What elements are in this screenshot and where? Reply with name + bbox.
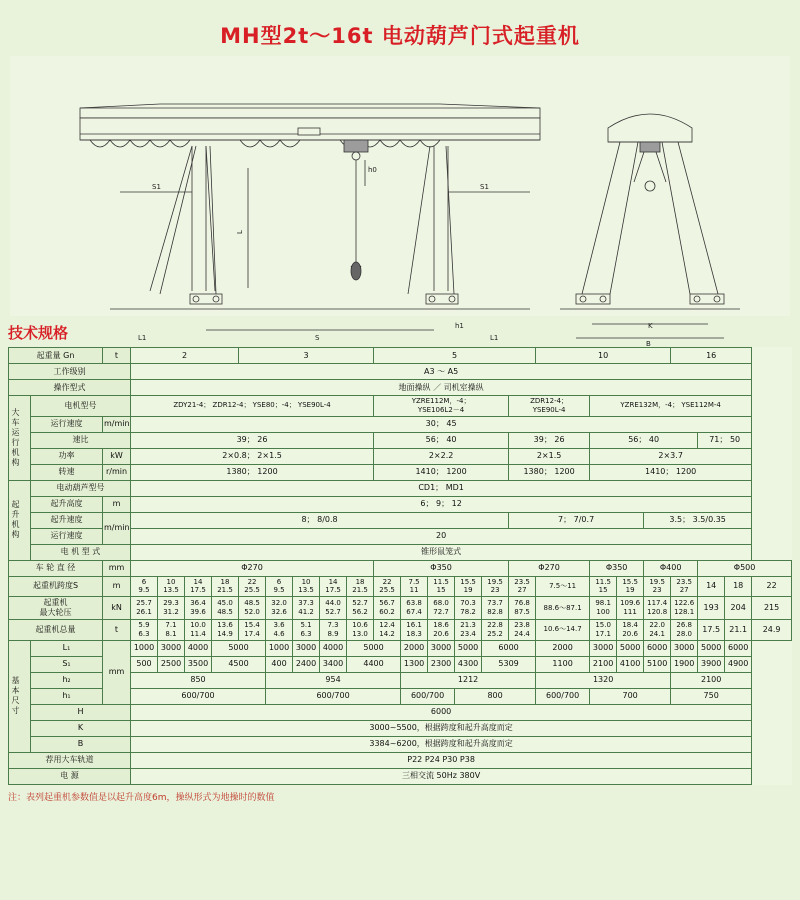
power-0: 2×0.8； 2×1.5 bbox=[131, 448, 374, 464]
motor-model-3: YZRE132M，-4； YSE112M-4 bbox=[590, 396, 752, 417]
dimh1-5: 700 bbox=[590, 688, 671, 704]
mwl-12: 70.3 78.2 bbox=[455, 597, 482, 620]
dimS-10: 4300 bbox=[455, 656, 482, 672]
lift-height-unit: m bbox=[103, 496, 131, 512]
dimS-15: 5100 bbox=[644, 656, 671, 672]
mwl-20: 193 bbox=[698, 597, 725, 620]
table-row-lift-speed bbox=[9, 512, 792, 528]
mwl-21: 204 bbox=[725, 597, 752, 620]
tw-14: 23.8 24.4 bbox=[509, 620, 536, 641]
table-row-ratio bbox=[9, 432, 792, 448]
table-row-power-supply bbox=[9, 768, 792, 784]
tw-18: 22.0 24.1 bbox=[644, 620, 671, 641]
span-val-19: 23.5 27 bbox=[671, 576, 698, 597]
tw-11: 18.6 20.6 bbox=[428, 620, 455, 641]
mwl-17: 109.6 111 bbox=[617, 597, 644, 620]
tw-5: 3.6 4.6 bbox=[266, 620, 293, 641]
dimS-16: 1900 bbox=[671, 656, 698, 672]
dim-h2-label: h₂ bbox=[31, 672, 103, 688]
span-val-3: 18 21.5 bbox=[212, 576, 239, 597]
mwl-9: 56.7 60.2 bbox=[374, 597, 401, 620]
svg-text:S1: S1 bbox=[152, 183, 161, 191]
table-row-dim-H bbox=[9, 704, 792, 720]
span-val-8: 18 21.5 bbox=[347, 576, 374, 597]
table-row-wheel-dia bbox=[9, 560, 792, 576]
mwl-8: 52.7 56.2 bbox=[347, 597, 374, 620]
table-row-dim-K bbox=[9, 720, 792, 736]
dimL-3: 5000 bbox=[212, 640, 266, 656]
dimh1-0: 600/700 bbox=[131, 688, 266, 704]
dimL-6: 4000 bbox=[320, 640, 347, 656]
span-val-20: 14 bbox=[698, 576, 725, 597]
power-2: 2×1.5 bbox=[509, 448, 590, 464]
dim-unit: mm bbox=[103, 640, 131, 704]
rpm-0: 1380； 1200 bbox=[131, 464, 374, 480]
table-row-motor-type bbox=[9, 544, 792, 560]
capacity-value-2: 5 bbox=[374, 348, 536, 364]
mwl-15: 88.6～87.1 bbox=[536, 597, 590, 620]
capacity-value-4: 16 bbox=[671, 348, 752, 364]
dimh2-2: 1212 bbox=[401, 672, 536, 688]
svg-text:S1: S1 bbox=[480, 183, 489, 191]
dimL-5: 3000 bbox=[293, 640, 320, 656]
mwl-5: 32.0 32.6 bbox=[266, 597, 293, 620]
tw-16: 15.0 17.1 bbox=[590, 620, 617, 641]
table-row-dim-B bbox=[9, 736, 792, 752]
table-row-capacity bbox=[9, 348, 792, 364]
span-val-15: 7.5～11 bbox=[536, 576, 590, 597]
rail-label: 荐用大车轨道 bbox=[9, 752, 131, 768]
dimh1-3: 800 bbox=[455, 688, 536, 704]
spec-table bbox=[8, 347, 792, 785]
svg-text:L: L bbox=[236, 230, 244, 234]
dimL-8: 2000 bbox=[401, 640, 428, 656]
duty-label: 工作级别 bbox=[9, 364, 131, 380]
capacity-unit: t bbox=[103, 348, 131, 364]
mwl-10: 63.8 67.4 bbox=[401, 597, 428, 620]
power-3: 2×3.7 bbox=[590, 448, 752, 464]
dimh1-4: 600/700 bbox=[536, 688, 590, 704]
dimH-value: 6000 bbox=[131, 704, 752, 720]
span-val-17: 15.5 19 bbox=[617, 576, 644, 597]
mwl-2: 36.4 39.6 bbox=[185, 597, 212, 620]
dimL-12: 2000 bbox=[536, 640, 590, 656]
travel-speed-value: 30； 45 bbox=[131, 416, 752, 432]
travel-speed-label: 运行速度 bbox=[31, 416, 103, 432]
tw-20: 17.5 bbox=[698, 620, 725, 641]
mwl-1: 29.3 31.2 bbox=[158, 597, 185, 620]
motor-type-value: 锥形鼠笼式 bbox=[131, 544, 752, 560]
tw-22: 24.9 bbox=[752, 620, 792, 641]
span-val-9: 22 25.5 bbox=[374, 576, 401, 597]
span-val-11: 11.5 15 bbox=[428, 576, 455, 597]
tw-3: 13.6 14.9 bbox=[212, 620, 239, 641]
ratio-1: 56； 40 bbox=[374, 432, 509, 448]
control-label: 操作型式 bbox=[9, 380, 131, 396]
duty-value: A3 ～ A5 bbox=[131, 364, 752, 380]
mwl-16: 98.1 100 bbox=[590, 597, 617, 620]
tw-0: 5.9 6.3 bbox=[131, 620, 158, 641]
dimh2-1: 954 bbox=[266, 672, 401, 688]
mwl-0: 25.7 26.1 bbox=[131, 597, 158, 620]
lift-speed-unit: m/min bbox=[103, 512, 131, 544]
dimh2-0: 850 bbox=[131, 672, 266, 688]
mwl-7: 44.0 52.7 bbox=[320, 597, 347, 620]
dimS-0: 500 bbox=[131, 656, 158, 672]
lift-speed-2: 3.5； 3.5/0.35 bbox=[644, 512, 752, 528]
power-unit: kW bbox=[103, 448, 131, 464]
tw-4: 15.4 17.4 bbox=[239, 620, 266, 641]
wheel-dia-2: Φ270 bbox=[509, 560, 590, 576]
dimS-4: 400 bbox=[266, 656, 293, 672]
table-row-motor-model bbox=[9, 396, 792, 417]
dimh1-1: 600/700 bbox=[266, 688, 401, 704]
dimL-0: 1000 bbox=[131, 640, 158, 656]
span-val-14: 23.5 27 bbox=[509, 576, 536, 597]
span-val-18: 19.5 23 bbox=[644, 576, 671, 597]
span-val-2: 14 17.5 bbox=[185, 576, 212, 597]
span-label: 起重机跨度S bbox=[9, 576, 103, 597]
rpm-2: 1380； 1200 bbox=[509, 464, 590, 480]
tw-2: 10.0 11.4 bbox=[185, 620, 212, 641]
dimh2-3: 1320 bbox=[536, 672, 671, 688]
lift-speed-label: 起升速度 bbox=[31, 512, 103, 528]
dimS-18: 4900 bbox=[725, 656, 752, 672]
dimh2-4: 2100 bbox=[671, 672, 752, 688]
table-row-control bbox=[9, 380, 792, 396]
rpm-label: 转速 bbox=[31, 464, 103, 480]
dim-B-label: B bbox=[31, 736, 131, 752]
svg-text:K: K bbox=[648, 322, 653, 330]
motor-model-1: YZRE112M，-4； YSE106L2－4 bbox=[374, 396, 509, 417]
dimS-5: 2400 bbox=[293, 656, 320, 672]
dimS-1: 2500 bbox=[158, 656, 185, 672]
control-value: 地面操纵 ／ 司机室操纵 bbox=[131, 380, 752, 396]
mwl-18: 117.4 120.8 bbox=[644, 597, 671, 620]
span-val-16: 11.5 15 bbox=[590, 576, 617, 597]
mwl-13: 73.7 82.8 bbox=[482, 597, 509, 620]
dimL-15: 6000 bbox=[644, 640, 671, 656]
rpm-unit: r/min bbox=[103, 464, 131, 480]
power-supply-label: 电 源 bbox=[9, 768, 131, 784]
motor-model-0: ZDY21-4； ZDR12-4； YSE80；-4； YSE90L-4 bbox=[131, 396, 374, 417]
span-val-1: 10 13.5 bbox=[158, 576, 185, 597]
tw-17: 18.4 20.6 bbox=[617, 620, 644, 641]
span-val-12: 15.5 19 bbox=[455, 576, 482, 597]
dimS-11: 5309 bbox=[482, 656, 536, 672]
dimK-value: 3000~5500，根据跨度和起升高度而定 bbox=[131, 720, 752, 736]
mwl-4: 48.5 52.0 bbox=[239, 597, 266, 620]
table-row-dim-L bbox=[9, 640, 792, 656]
span-val-6: 10 13.5 bbox=[293, 576, 320, 597]
dimS-8: 1300 bbox=[401, 656, 428, 672]
table-row-rpm bbox=[9, 464, 792, 480]
section-title-spec: 技术规格 bbox=[8, 324, 69, 342]
wheel-dia-3: Φ350 bbox=[590, 560, 644, 576]
table-row-rail bbox=[9, 752, 792, 768]
ratio-3: 56； 40 bbox=[590, 432, 698, 448]
tw-13: 22.8 25.2 bbox=[482, 620, 509, 641]
dimh1-6: 750 bbox=[671, 688, 752, 704]
mwl-11: 68.0 72.7 bbox=[428, 597, 455, 620]
wheel-dia-5: Φ500 bbox=[698, 560, 792, 576]
span-val-4: 22 25.5 bbox=[239, 576, 266, 597]
table-row-total-weight bbox=[9, 620, 792, 641]
span-val-13: 19.5 23 bbox=[482, 576, 509, 597]
dimL-7: 5000 bbox=[347, 640, 401, 656]
mwl-3: 45.0 48.5 bbox=[212, 597, 239, 620]
dim-H-label: H bbox=[31, 704, 131, 720]
capacity-value-1: 3 bbox=[239, 348, 374, 364]
tw-21: 21.1 bbox=[725, 620, 752, 641]
dim-L-label: L₁ bbox=[31, 640, 103, 656]
max-wheel-unit: kN bbox=[103, 597, 131, 620]
dimL-11: 6000 bbox=[482, 640, 536, 656]
max-wheel-label: 起重机 最大轮压 bbox=[9, 597, 103, 620]
dimS-3: 4500 bbox=[212, 656, 266, 672]
capacity-value-3: 10 bbox=[536, 348, 671, 364]
ratio-2: 39； 26 bbox=[509, 432, 590, 448]
rpm-3: 1410； 1200 bbox=[590, 464, 752, 480]
tw-1: 7.1 8.1 bbox=[158, 620, 185, 641]
dimL-2: 4000 bbox=[185, 640, 212, 656]
span-val-22: 22 bbox=[752, 576, 792, 597]
dim-S-label: S₁ bbox=[31, 656, 103, 672]
ratio-0: 39； 26 bbox=[131, 432, 374, 448]
table-row-power bbox=[9, 448, 792, 464]
lift-speed-0: 8； 8/0.8 bbox=[131, 512, 509, 528]
travel-speed-unit: m/min bbox=[103, 416, 131, 432]
table-row-travel-speed bbox=[9, 416, 792, 432]
dimS-13: 2100 bbox=[590, 656, 617, 672]
dimL-16: 3000 bbox=[671, 640, 698, 656]
mwl-19: 122.6 128.1 bbox=[671, 597, 698, 620]
dimL-14: 5000 bbox=[617, 640, 644, 656]
hoist-model-label: 电动葫芦型号 bbox=[31, 480, 131, 496]
dimL-13: 3000 bbox=[590, 640, 617, 656]
dimL-4: 1000 bbox=[266, 640, 293, 656]
span-unit: m bbox=[103, 576, 131, 597]
tw-10: 16.1 18.3 bbox=[401, 620, 428, 641]
svg-text:L1: L1 bbox=[490, 334, 499, 342]
table-row-lift-height bbox=[9, 496, 792, 512]
dimS-14: 4100 bbox=[617, 656, 644, 672]
lift-height-label: 起升高度 bbox=[31, 496, 103, 512]
span-val-10: 7.5 11 bbox=[401, 576, 428, 597]
wheel-dia-unit: mm bbox=[103, 560, 131, 576]
tw-6: 5.1 6.3 bbox=[293, 620, 320, 641]
rail-value: P22 P24 P30 P38 bbox=[131, 752, 752, 768]
table-row-hoist-model bbox=[9, 480, 792, 496]
svg-text:B: B bbox=[646, 340, 651, 348]
dimS-7: 4400 bbox=[347, 656, 401, 672]
lift-height-value: 6； 9； 12 bbox=[131, 496, 752, 512]
ratio-label: 速比 bbox=[31, 432, 131, 448]
tw-7: 7.3 8.9 bbox=[320, 620, 347, 641]
power-1: 2×2.2 bbox=[374, 448, 509, 464]
motor-model-label: 电机型号 bbox=[31, 396, 131, 417]
wheel-dia-1: Φ350 bbox=[374, 560, 509, 576]
power-label: 功率 bbox=[31, 448, 103, 464]
motor-type-label: 电 机 型 式 bbox=[31, 544, 131, 560]
tw-19: 26.8 28.0 bbox=[671, 620, 698, 641]
dimL-17: 5000 bbox=[698, 640, 725, 656]
mwl-22: 215 bbox=[752, 597, 792, 620]
span-val-0: 6 9.5 bbox=[131, 576, 158, 597]
svg-text:L1: L1 bbox=[138, 334, 147, 342]
dimh1-2: 600/700 bbox=[401, 688, 455, 704]
dim-K-label: K bbox=[31, 720, 131, 736]
rpm-1: 1410； 1200 bbox=[374, 464, 509, 480]
table-row-max-wheel-load bbox=[9, 597, 792, 620]
table-row-span bbox=[9, 576, 792, 597]
total-weight-unit: t bbox=[103, 620, 131, 641]
tw-8: 10.6 13.0 bbox=[347, 620, 374, 641]
page-title: MH型2t～16t 电动葫芦门式起重机 bbox=[220, 24, 580, 48]
ratio-4: 71； 50 bbox=[698, 432, 752, 448]
dimS-2: 3500 bbox=[185, 656, 212, 672]
hoist-model-value: CD1； MD1 bbox=[131, 480, 752, 496]
run-speed-value: 20 bbox=[131, 528, 752, 544]
span-val-21: 18 bbox=[725, 576, 752, 597]
travel-group-label: 大车运行机构 bbox=[9, 396, 31, 481]
tw-15: 10.6～14.7 bbox=[536, 620, 590, 641]
wheel-dia-4: Φ400 bbox=[644, 560, 698, 576]
dim-h1-label: h₁ bbox=[31, 688, 103, 704]
motor-model-2: ZDR12-4； YSE90L-4 bbox=[509, 396, 590, 417]
wheel-dia-label: 车 轮 直 径 bbox=[9, 560, 103, 576]
capacity-label: 起重量 Gn bbox=[9, 348, 103, 364]
svg-text:h1: h1 bbox=[455, 322, 464, 330]
dimL-18: 6000 bbox=[725, 640, 752, 656]
total-weight-label: 起重机总量 bbox=[9, 620, 103, 641]
dim-group-label: 基本尺寸 bbox=[9, 640, 31, 752]
svg-text:h0: h0 bbox=[368, 166, 377, 174]
hoist-group-label: 起升机构 bbox=[9, 480, 31, 560]
lift-speed-1: 7； 7/0.7 bbox=[509, 512, 644, 528]
svg-text:S: S bbox=[315, 334, 320, 342]
dimL-10: 5000 bbox=[455, 640, 482, 656]
span-val-5: 6 9.5 bbox=[266, 576, 293, 597]
tw-9: 12.4 14.2 bbox=[374, 620, 401, 641]
span-val-7: 14 17.5 bbox=[320, 576, 347, 597]
dimS-9: 2300 bbox=[428, 656, 455, 672]
dimS-12: 1100 bbox=[536, 656, 590, 672]
table-note: 注：表列起重机参数值是以起升高度6m，操纵形式为地操时的数值 bbox=[8, 792, 275, 803]
power-supply-value: 三相交流 50Hz 380V bbox=[131, 768, 752, 784]
dimL-9: 3000 bbox=[428, 640, 455, 656]
wheel-dia-0: Φ270 bbox=[131, 560, 374, 576]
table-row-duty bbox=[9, 364, 792, 380]
capacity-value-0: 2 bbox=[131, 348, 239, 364]
mwl-14: 76.8 87.5 bbox=[509, 597, 536, 620]
tw-12: 21.3 23.4 bbox=[455, 620, 482, 641]
mwl-6: 37.3 41.2 bbox=[293, 597, 320, 620]
dimS-6: 3400 bbox=[320, 656, 347, 672]
run-speed-label: 运行速度 bbox=[31, 528, 103, 544]
dimS-17: 3900 bbox=[698, 656, 725, 672]
dimB-value: 3384~6200，根据跨度和起升高度而定 bbox=[131, 736, 752, 752]
dimL-1: 3000 bbox=[158, 640, 185, 656]
